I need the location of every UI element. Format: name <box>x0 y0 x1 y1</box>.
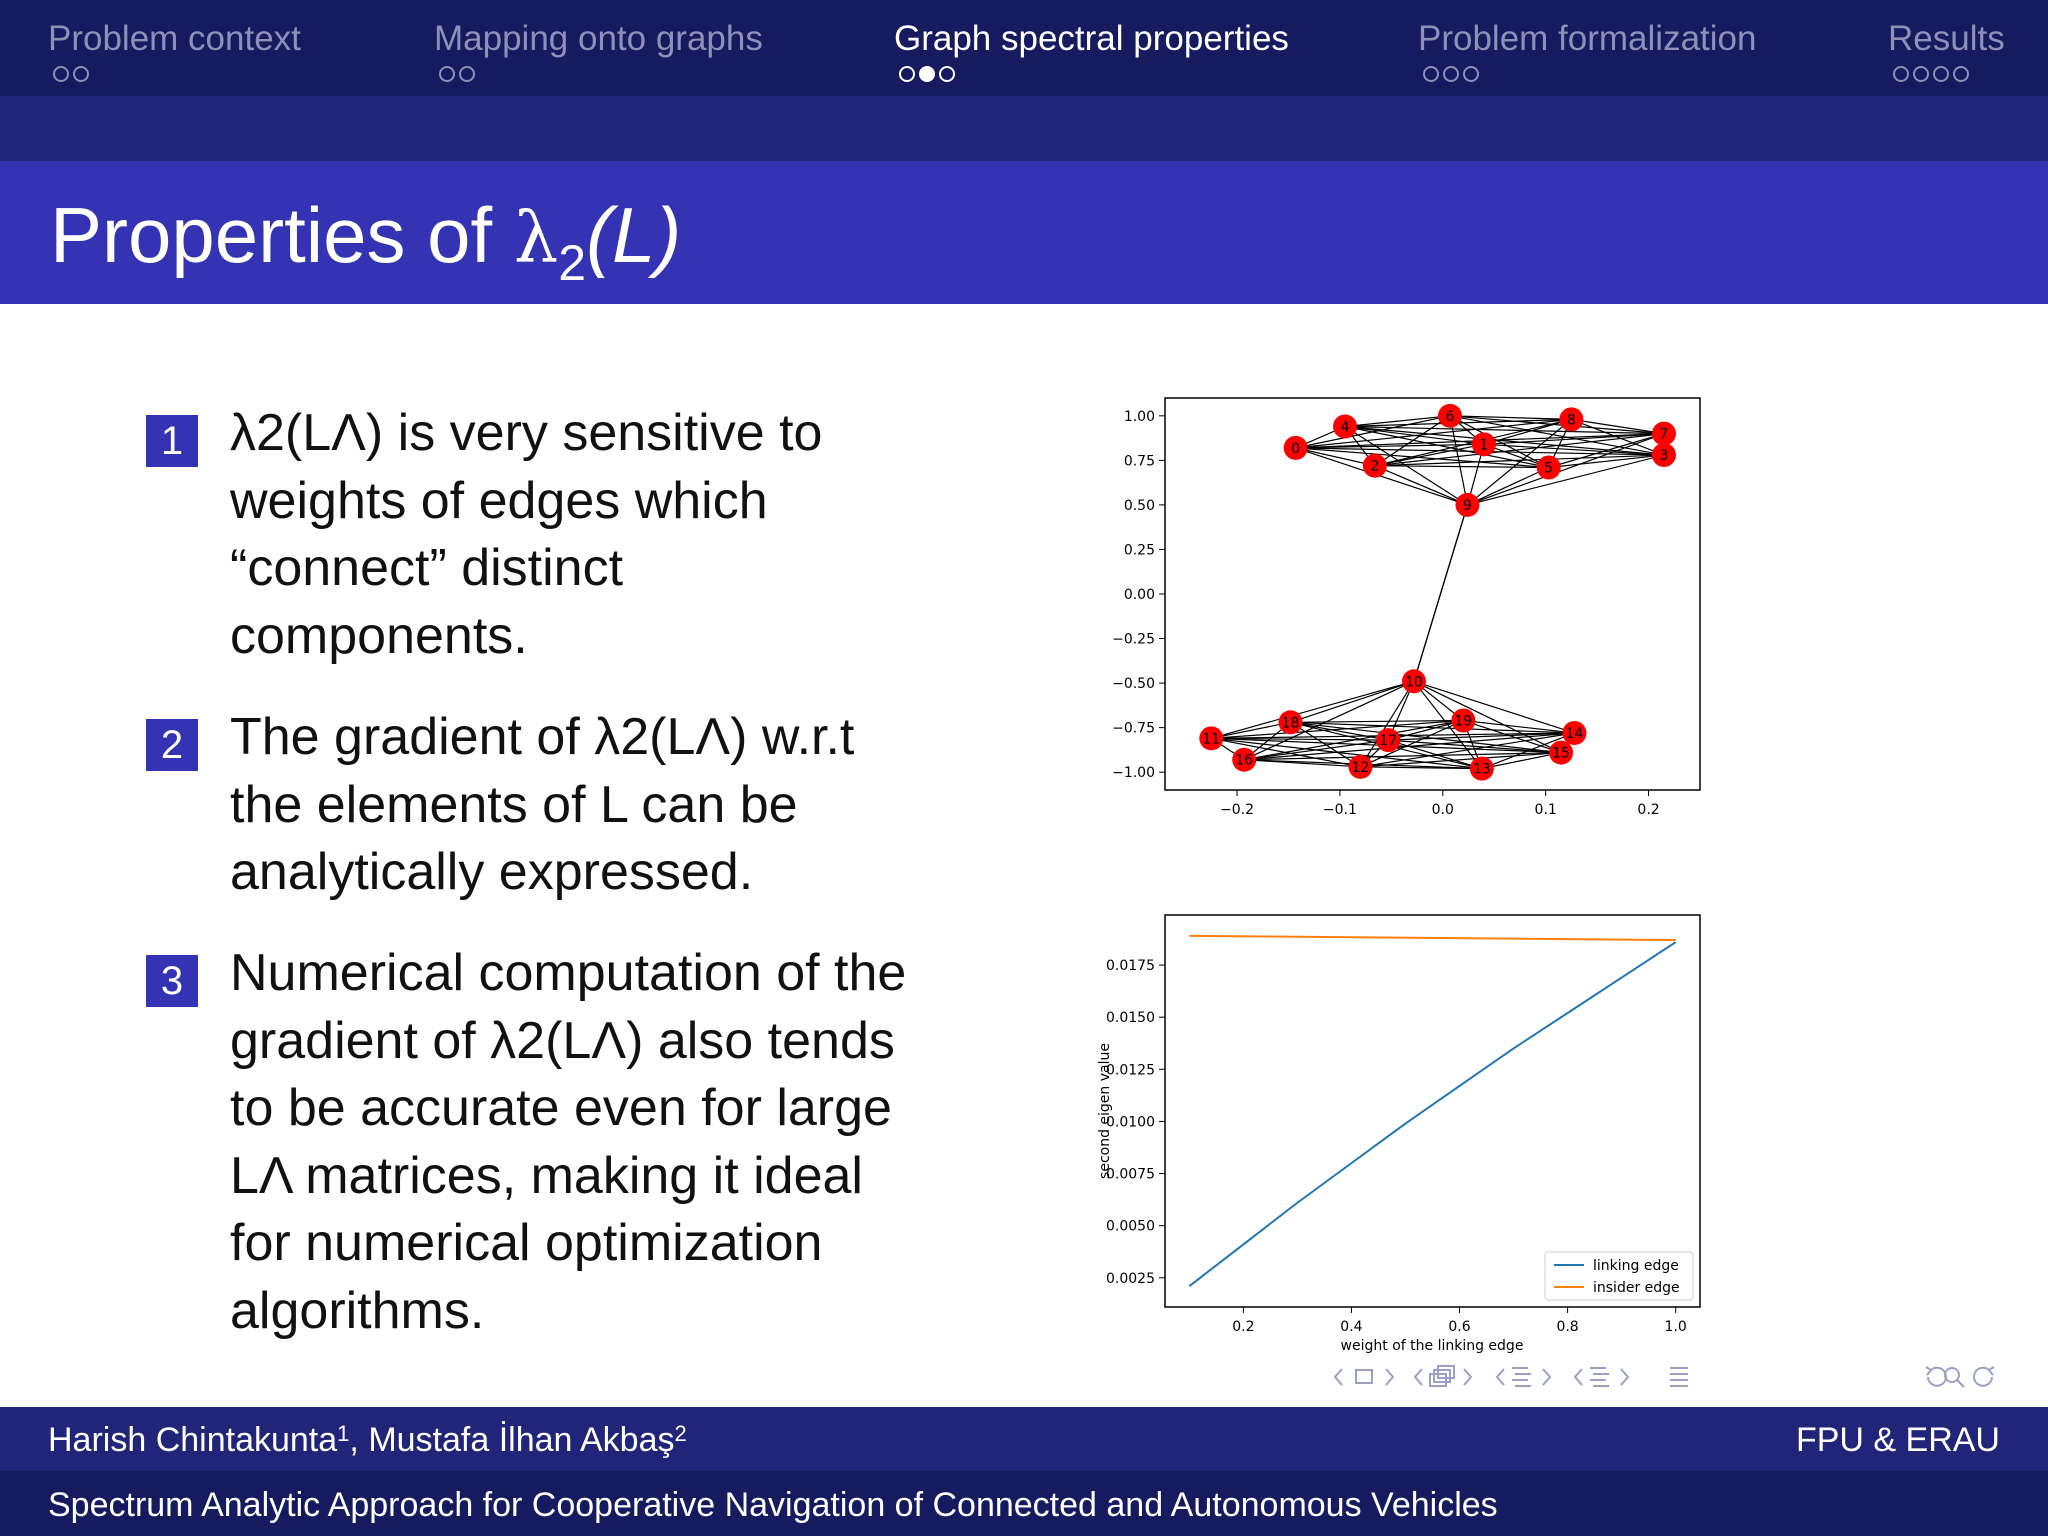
x-tick-label: 1.0 <box>1664 1319 1687 1335</box>
nav-left-arrow-icon[interactable] <box>1575 1369 1582 1385</box>
nav-section-problem-formalization[interactable] <box>1418 18 1756 60</box>
graph-node-label: 3 <box>1659 448 1669 465</box>
y-tick-label: 0.75 <box>1123 453 1155 470</box>
section-navigation-bar <box>0 0 2048 96</box>
nav-section-title[interactable]: Mapping onto graphs <box>434 19 763 58</box>
list-item-number: 3 <box>146 955 198 1007</box>
beamer-navigation-controls <box>1330 1362 2030 1392</box>
legend-label: linking edge <box>1593 1258 1679 1274</box>
nav-section-dots <box>53 66 89 82</box>
nav-frame-dot[interactable] <box>1913 66 1929 82</box>
nav-frame-dot[interactable] <box>1463 66 1479 82</box>
x-tick-label: 0.1 <box>1534 802 1557 818</box>
y-tick-label: −1.00 <box>1112 765 1155 782</box>
y-axis-label: second eigen value <box>1097 1043 1113 1179</box>
graph-node-label: 10 <box>1405 674 1423 691</box>
graph-node-label: 11 <box>1202 731 1221 748</box>
nav-right-arrow-icon[interactable] <box>1386 1369 1393 1385</box>
nav-section-dots <box>439 66 475 82</box>
author-name: Harish Chintakunta <box>48 1421 338 1459</box>
author-separator: , <box>349 1421 369 1459</box>
nav-frame-dot[interactable] <box>1893 66 1909 82</box>
graph-network-plot <box>1070 390 1710 830</box>
nav-left-arrow-icon[interactable] <box>1415 1369 1422 1385</box>
nav-section-dots <box>1423 66 1479 82</box>
footer-institution: FPU & ERAU <box>1795 1421 2000 1459</box>
graph-node-label: 8 <box>1566 412 1576 429</box>
nav-frame-dot[interactable] <box>1933 66 1949 82</box>
graph-node-label: 1 <box>1479 437 1489 454</box>
graph-node-label: 4 <box>1340 419 1350 436</box>
graph-node-label: 6 <box>1445 408 1455 425</box>
graph-node-label: 14 <box>1565 725 1584 742</box>
nav-section-title[interactable]: Results <box>1888 19 2005 58</box>
nav-section-title[interactable]: Problem context <box>48 19 301 58</box>
subsection-bar <box>0 96 2048 161</box>
y-tick-label: 0.0025 <box>1106 1270 1155 1287</box>
y-tick-label: 1.00 <box>1123 408 1155 425</box>
graph-node-label: 7 <box>1659 426 1669 443</box>
footer-authors <box>48 1420 687 1460</box>
y-tick-label: 0.0075 <box>1106 1166 1155 1183</box>
page-title-prefix: Properties of <box>50 191 514 279</box>
y-tick-label: 0.0125 <box>1106 1062 1155 1079</box>
page-title <box>50 190 681 290</box>
undo-arrow-head <box>1926 1367 1931 1375</box>
nav-frame-dot[interactable] <box>939 66 955 82</box>
nav-frame-dot[interactable] <box>459 66 475 82</box>
subsection-icon[interactable] <box>1430 1366 1454 1386</box>
nav-section-title[interactable]: Problem formalization <box>1418 19 1757 58</box>
graph-node-label: 15 <box>1552 745 1571 762</box>
nav-frame-dot[interactable] <box>73 66 89 82</box>
page-title-lambda: λ <box>513 197 559 279</box>
list-item-number: 1 <box>146 415 198 467</box>
y-tick-label: −0.25 <box>1112 631 1155 648</box>
y-tick-label: −0.75 <box>1112 720 1155 737</box>
x-tick-label: 0.6 <box>1448 1319 1471 1335</box>
x-tick-label: 0.4 <box>1340 1319 1363 1335</box>
list-item-text: Numerical computation of the gradient of λ2(LΛ) also tends to be accurate even for large LΛ matrices, making it ideal for numerical optimization algorithms. <box>230 944 907 1340</box>
page-title-subscript: 2 <box>558 235 587 291</box>
graph-node-label: 18 <box>1281 715 1300 732</box>
nav-section-problem-context[interactable] <box>48 18 301 60</box>
footer-talk-title: Spectrum Analytic Approach for Cooperative Navigation of Connected and Autonomous Vehicles <box>48 1486 1498 1524</box>
list-item-number: 2 <box>146 719 198 771</box>
x-tick-label: 0.8 <box>1556 1319 1579 1335</box>
author-affiliation-mark: 2 <box>674 1421 687 1446</box>
y-tick-label: 0.00 <box>1123 587 1155 603</box>
y-tick-label: 0.0050 <box>1106 1218 1155 1235</box>
y-tick-label: 0.0100 <box>1106 1114 1155 1131</box>
y-tick-label: 0.0150 <box>1106 1010 1155 1027</box>
section-icon[interactable] <box>1512 1368 1531 1386</box>
align-icon[interactable] <box>1670 1368 1688 1386</box>
nav-frame-dot[interactable] <box>439 66 455 82</box>
graph-node-label: 9 <box>1463 497 1472 514</box>
y-tick-label: −0.50 <box>1112 676 1155 693</box>
nav-frame-dot[interactable] <box>1423 66 1439 82</box>
list-item-text: λ2(LΛ) is very sensitive to weights of edges which “connect” distinct components. <box>230 404 823 665</box>
x-tick-label: 0.0 <box>1431 802 1454 818</box>
author-affiliation-mark: 1 <box>337 1421 350 1446</box>
section-icon[interactable] <box>1590 1368 1609 1386</box>
nav-frame-dot[interactable] <box>1953 66 1969 82</box>
nav-frame-dot[interactable] <box>1443 66 1459 82</box>
nav-section-graph-spectral-properties[interactable] <box>894 18 1289 60</box>
graph-node-label: 16 <box>1235 752 1254 769</box>
frame-icon[interactable] <box>1356 1370 1372 1383</box>
nav-frame-dot[interactable] <box>899 66 915 82</box>
nav-section-results[interactable] <box>1888 18 2005 60</box>
x-tick-label: −0.2 <box>1220 802 1255 818</box>
legend <box>1545 1252 1693 1300</box>
nav-section-mapping-onto-graphs[interactable] <box>434 18 763 60</box>
nav-left-arrow-icon[interactable] <box>1335 1369 1342 1385</box>
graph-node-label: 2 <box>1370 458 1380 475</box>
nav-right-arrow-icon[interactable] <box>1621 1369 1628 1385</box>
graph-node-label: 5 <box>1544 460 1554 477</box>
plot-frame <box>1165 915 1700 1307</box>
search-icon[interactable] <box>1945 1368 1964 1387</box>
legend-label: insider edge <box>1593 1280 1680 1296</box>
nav-right-arrow-icon[interactable] <box>1543 1369 1550 1385</box>
eigenvalue-line-plot <box>1070 910 1710 1360</box>
nav-left-arrow-icon[interactable] <box>1497 1369 1504 1385</box>
nav-section-dots <box>1893 66 1969 82</box>
redo-arrow-head <box>1989 1367 1994 1375</box>
author-name: Mustafa İlhan Akbaş <box>368 1421 675 1459</box>
x-tick-label: 0.2 <box>1232 1319 1255 1335</box>
y-tick-label: 0.0175 <box>1106 958 1155 975</box>
nav-section-dots <box>899 66 955 82</box>
graph-node-label: 0 <box>1291 440 1301 457</box>
graph-node-label: 13 <box>1472 761 1491 778</box>
nav-frame-dot[interactable] <box>53 66 69 82</box>
x-axis-label: weight of the linking edge <box>1340 1338 1524 1354</box>
x-tick-label: 0.2 <box>1637 802 1660 818</box>
graph-node-label: 19 <box>1454 713 1473 730</box>
y-tick-label: 0.50 <box>1123 497 1155 514</box>
x-tick-label: −0.1 <box>1322 802 1357 818</box>
list-item-text: The gradient of λ2(LΛ) w.r.t the elements of L can be analytically expressed. <box>230 708 855 901</box>
nav-right-arrow-icon[interactable] <box>1464 1369 1471 1385</box>
y-tick-label: 0.25 <box>1123 542 1155 559</box>
nav-frame-dot[interactable] <box>919 66 935 82</box>
graph-node-label: 12 <box>1351 759 1370 776</box>
nav-section-title[interactable]: Graph spectral properties <box>894 19 1289 58</box>
page-title-argument: (L) <box>586 191 682 279</box>
graph-node-label: 17 <box>1379 733 1398 750</box>
